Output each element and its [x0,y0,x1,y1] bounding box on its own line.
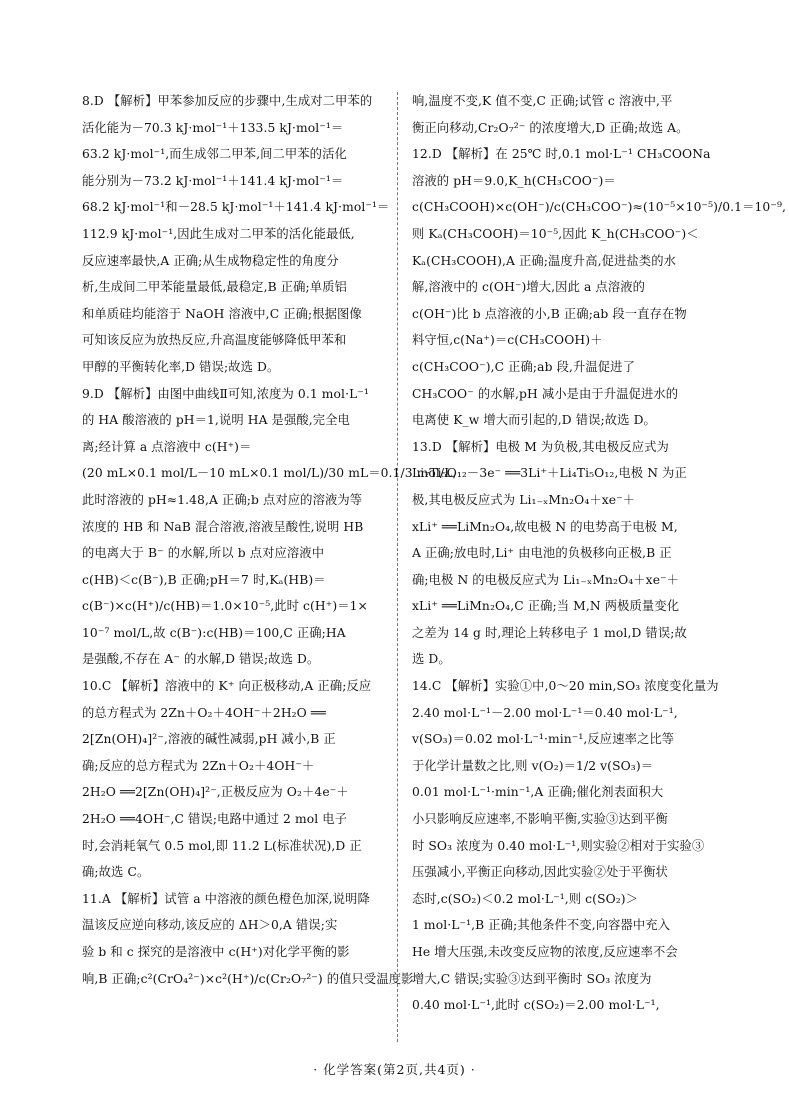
answer-line: v(SO₃)＝0.02 mol·L⁻¹·min⁻¹,反应速率之比等 [412,732,675,747]
answer-line: 确;电极 N 的电极反应式为 Li₁₋ₓMn₂O₄＋xe⁻＋ [412,572,680,587]
answer-line: 压强减小,平衡正向移动,因此实验②处于平衡状 [412,865,668,880]
answer-line: 68.2 kJ·mol⁻¹和－28.5 kJ·mol⁻¹＋141.4 kJ·mol⁻¹＝ [82,200,390,215]
answer-line: 电离使 K_w 增大而引起的,D 错误;故选 D。 [412,413,656,428]
answer-line: 衡正向移动,Cr₂O₇²⁻ 的浓度增大,D 正确;故选 A。 [412,120,689,135]
answer-line: c(CH₃COO⁻),C 正确;ab 段,升温促进了 [412,359,635,374]
answer-line: 选 D。 [412,652,451,667]
answer-line: 11.A 【解析】试管 a 中溶液的颜色橙色加深,说明降 [82,891,370,906]
answer-line: 解,溶液中的 c(OH⁻)增大,因此 a 点溶液的 [412,280,646,295]
answer-line: 0.40 mol·L⁻¹,此时 c(SO₂)＝2.00 mol·L⁻¹, [412,998,660,1013]
answer-line: 增大,C 错误;实验③达到平衡时 SO₃ 浓度为 [412,971,652,986]
answer-line: 0.01 mol·L⁻¹·min⁻¹,A 正确;催化剂表面积大 [412,785,664,800]
answer-line: 确;反应的总方程式为 2Zn＋O₂＋4OH⁻＋ [82,758,315,773]
answer-line: Kₐ(CH₃COOH),A 正确;温度升高,促进盐类的水 [412,253,676,268]
answer-line: 2.40 mol·L⁻¹－2.00 mol·L⁻¹＝0.40 mol·L⁻¹, [412,705,678,720]
answer-line: c(CH₃COOH)×c(OH⁻)/c(CH₃COO⁻)≈(10⁻⁵×10⁻⁵)/0.1＝10⁻⁹, [412,200,786,215]
answer-line: 料守恒,c(Na⁺)＝c(CH₃COOH)＋ [412,333,603,348]
answer-line: 之差为 14 g 时,理论上转移电子 1 mol,D 错误;故 [412,625,687,640]
answer-line: xLi⁺ ══LiMn₂O₄,C 正确;当 M,N 两极质量变化 [412,599,680,614]
answer-line: 8.D 【解析】甲苯参加反应的步骤中,生成对二甲苯的 [82,94,373,108]
answer-line: 小只影响反应速率,不影响平衡,实验③达到平衡 [412,812,668,827]
answer-line: 的 HA 酸溶液的 pH＝1,说明 HA 是强酸,完全电 [82,413,350,428]
answer-line: 112.9 kJ·mol⁻¹,因此生成对二甲苯的活化能最低, [82,226,355,241]
column-divider [397,92,398,1042]
answer-line: c(HB)＜c(B⁻),B 正确;pH＝7 时,Kₐ(HB)＝ [82,572,326,587]
answer-line: 时,会消耗氧气 0.5 mol,即 11.2 L(标准状况),D 正 [82,838,362,853]
left-column [82,88,457,992]
answer-q11-continued [412,88,722,141]
answer-line: 此时溶液的 pH≈1.48,A 正确;b 点对应的溶液为等 [82,492,363,507]
answer-line: 可知该反应为放热反应,升高温度能够降低甲苯和 [82,333,347,348]
answer-line: 响,温度不变,K 值不变,C 正确;试管 c 溶液中,平 [412,94,673,108]
answer-line: 能分别为－73.2 kJ·mol⁻¹＋141.4 kJ·mol⁻¹＝ [82,173,344,188]
answer-line: 2H₂O ══4OH⁻,C 错误;电路中通过 2 mol 电子 [82,812,348,827]
answer-line: 温该反应逆向移动,该反应的 ΔH＞0,A 错误;实 [82,918,338,933]
answer-line: 于化学计量数之比,则 v(O₂)＝1/2 v(SO₃)＝ [412,758,654,773]
answer-line: 甲醇的平衡转化率,D 错误;故选 D。 [82,359,280,374]
answer-line: 2[Zn(OH)₄]²⁻,溶液的碱性减弱,pH 减小,B 正 [82,732,336,747]
answer-q11 [82,886,414,992]
answer-line: 是强酸,不存在 A⁻ 的水解,D 错误;故选 D。 [82,652,320,667]
answer-line: 12.D 【解析】在 25℃ 时,0.1 mol·L⁻¹ CH₃COONa [412,147,711,162]
answer-line: 反应速率最快,A 正确;从生成物稳定性的角度分 [82,253,339,268]
answer-line: 则 Kₐ(CH₃COOH)＝10⁻⁵,因此 K_h(CH₃COO⁻)＜ [412,226,699,241]
answer-line: 13.D 【解析】电极 M 为负极,其电极反应式为 [412,439,669,454]
answer-q10 [82,673,382,886]
answer-line: 离;经计算 a 点溶液中 c(H⁺)＝ [82,439,252,454]
answer-line: 1 mol·L⁻¹,B 正确;其他条件不变,向容器中充入 [412,918,671,933]
answer-line: He 增大压强,未改变反应物的浓度,反应速率不会 [412,945,678,959]
answer-line: 极,其电极反应式为 Li₁₋ₓMn₂O₄＋xe⁻＋ [412,492,636,507]
answer-line: Li₇Ti₅O₁₂－3e⁻ ══3Li⁺＋Li₄Ti₅O₁₂,电极 N 为正 [412,466,687,481]
answer-q8 [82,88,390,381]
answer-line: c(B⁻)×c(H⁺)/c(HB)＝1.0×10⁻⁵,此时 c(H⁺)＝1× [82,599,368,614]
answer-line: 活化能为－70.3 kJ·mol⁻¹＋133.5 kJ·mol⁻¹＝ [82,120,344,135]
answer-line: 10⁻⁷ mol/L,故 c(B⁻):c(HB)＝100,C 正确;HA [82,625,346,640]
answer-q13 [412,434,722,673]
answer-line: 态时,c(SO₂)＜0.2 mol·L⁻¹,则 c(SO₂)＞ [412,891,639,906]
answer-line: 响,B 正确;c²(CrO₄²⁻)×c²(H⁺)/c(Cr₂O₇²⁻) 的值只受温度影 [82,971,414,986]
answer-line: 溶液的 pH＝9.0,K_h(CH₃COO⁻)＝ [412,173,616,188]
answer-line: 10.C 【解析】溶液中的 K⁺ 向正极移动,A 正确;反应 [82,679,372,694]
right-column [412,88,786,1019]
answer-line: 的电离大于 B⁻ 的水解,所以 b 点对应溶液中 [82,546,325,561]
answer-q14 [412,673,722,1019]
page-footer: · 化学答案(第2页,共4页) · [313,1062,476,1077]
answer-line: 和单质硅均能溶于 NaOH 溶液中,C 正确;根据图像 [82,306,362,321]
answer-q12 [412,141,786,434]
answer-line: 验 b 和 c 探究的是溶液中 c(H⁺)对化学平衡的影 [82,945,350,959]
answer-line: 析,生成间二甲苯能量最低,最稳定,B 正确;单质铝 [82,280,347,295]
answer-line: 浓度的 HB 和 NaB 混合溶液,溶液呈酸性,说明 HB [82,519,364,534]
answer-line: 63.2 kJ·mol⁻¹,而生成邻二甲苯,间二甲苯的活化 [82,147,347,162]
answer-line: CH₃COO⁻ 的水解,pH 减小是由于升温促进水的 [412,386,679,401]
answer-line: 的总方程式为 2Zn＋O₂＋4OH⁻＋2H₂O ══ [82,705,326,720]
answer-line: 14.C 【解析】实验①中,0～20 min,SO₃ 浓度变化量为 [412,679,719,694]
answer-line: 9.D 【解析】由图中曲线Ⅱ可知,浓度为 0.1 mol·L⁻¹ [82,386,369,401]
answer-line: 确;故选 C。 [82,865,150,880]
answer-line: 时 SO₃ 浓度为 0.40 mol·L⁻¹,则实验②相对于实验③ [412,838,705,853]
answer-line: (20 mL×0.1 mol/L－10 mL×0.1 mol/L)/30 mL＝0.1/3 mol/L, [82,466,457,481]
answer-line: A 正确;放电时,Li⁺ 由电池的负极移向正极,B 正 [412,546,672,561]
answer-q9 [82,381,457,674]
answer-line: 2H₂O ══2[Zn(OH)₄]²⁻,正极反应为 O₂＋4e⁻＋ [82,785,349,800]
answer-line: c(OH⁻)比 b 点溶液的小,B 正确;ab 段一直存在物 [412,306,687,321]
answer-line: xLi⁺ ══LiMn₂O₄,故电极 N 的电势高于电极 M, [412,519,678,534]
